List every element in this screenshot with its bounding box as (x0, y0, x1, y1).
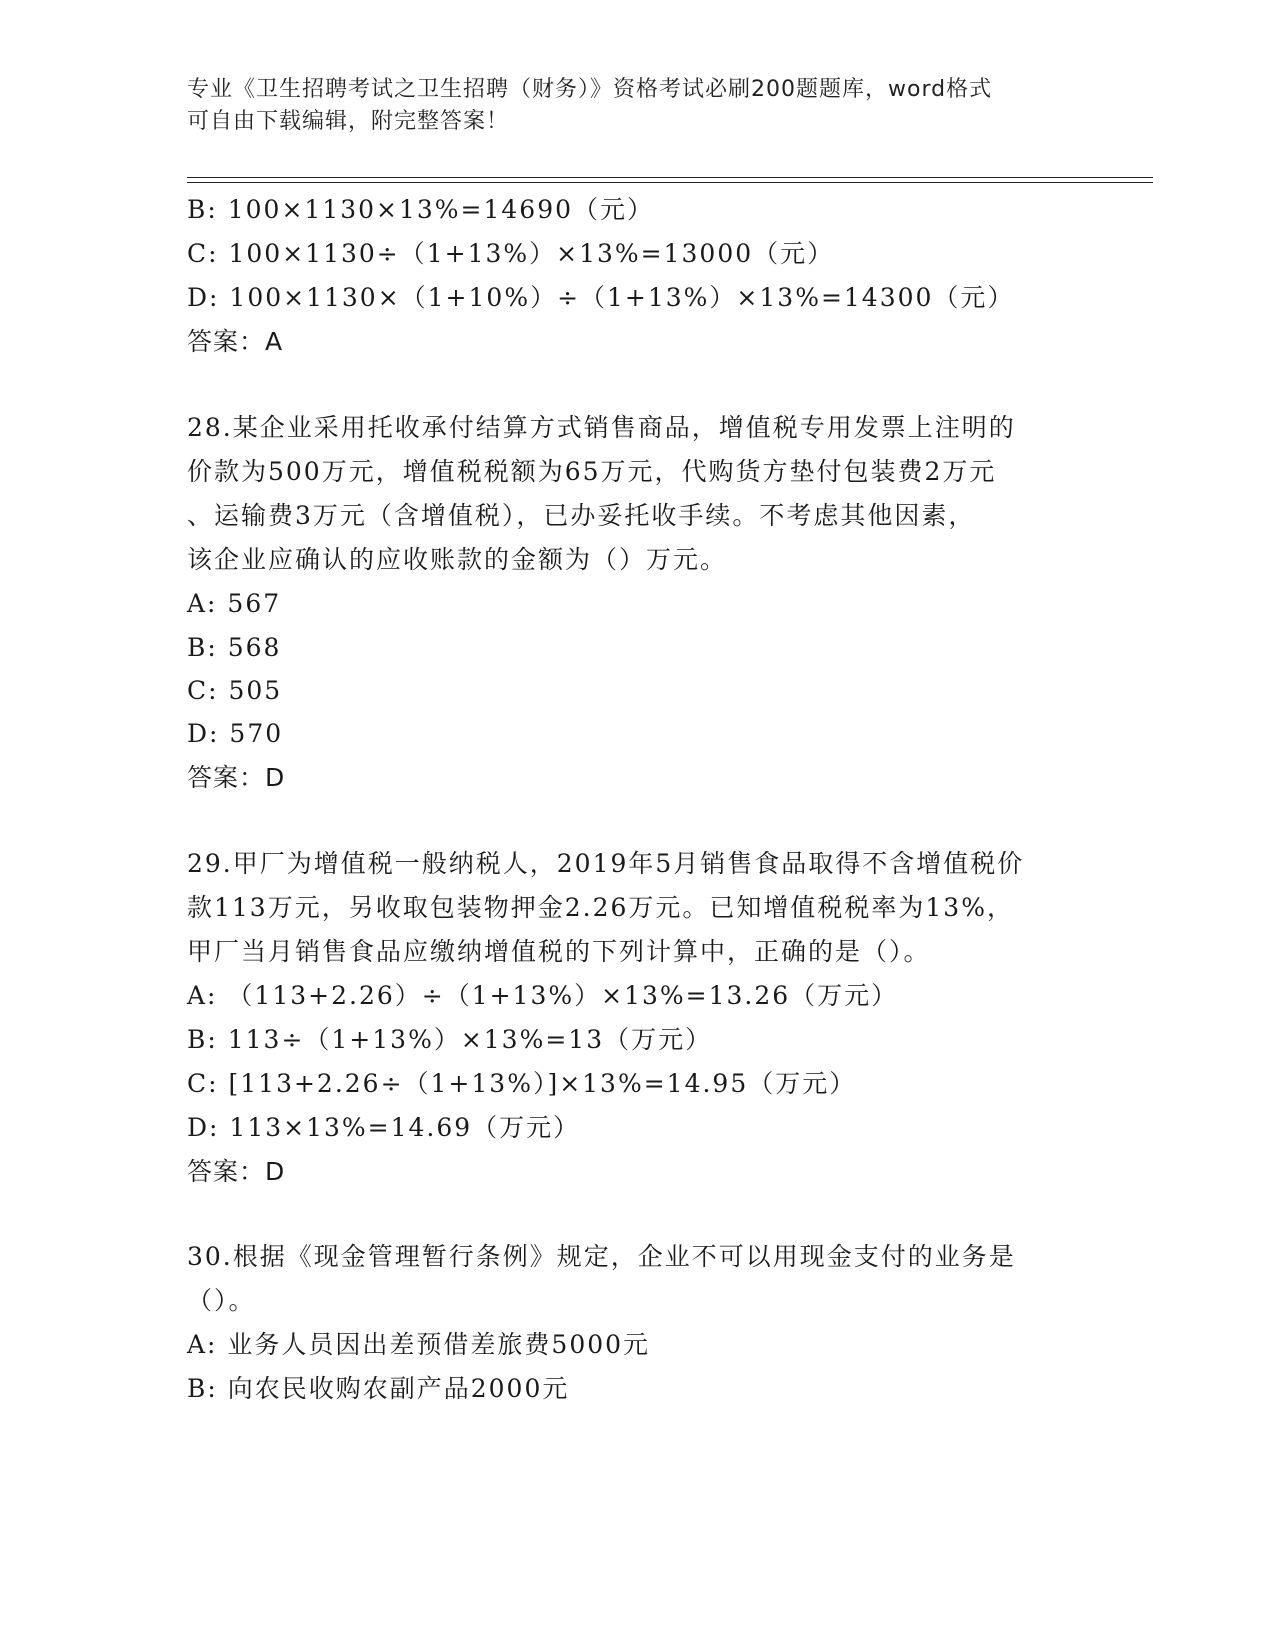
header-line-1: 专业《卫生招聘考试之卫生招聘（财务）》资格考试必刷200题题库，word格式 (187, 77, 993, 102)
q29-option-a: A: （113+2.26）÷（1+13%）×13%=13.26（万元） (187, 981, 899, 1010)
q29-stem-line-3: 甲厂当月销售食品应缴纳增值税的下列计算中，正确的是（）。 (187, 937, 931, 966)
q28-option-d: D: 570 (187, 719, 284, 748)
q28-stem-line-3: 、运输费3万元（含增值税），已办妥托收手续。不考虑其他因素， (187, 501, 976, 530)
q29-option-c: C: [113+2.26÷（1+13%）]×13%=14.95（万元） (187, 1069, 857, 1098)
header-divider-thick (187, 177, 1153, 178)
q29-answer: 答案：D (187, 1157, 286, 1186)
q30-stem-line-2: （）。 (187, 1286, 256, 1315)
q28-stem-line-2: 价款为500万元，增值税税额为65万元，代购货方垫付包装费2万元 (187, 457, 997, 486)
q28-option-c: C: 505 (187, 676, 283, 705)
q29-option-d: D: 113×13%=14.69（万元） (187, 1113, 581, 1142)
q28-answer: 答案：D (187, 763, 286, 792)
q27-option-d: D: 100×1130×（1+10%）÷（1+13%）×13%=14300（元） (187, 283, 1015, 312)
q28-stem-line-4: 该企业应确认的应收账款的金额为（）万元。 (187, 545, 728, 574)
q27-answer: 答案：A (187, 327, 284, 356)
q30-option-b: B: 向农民收购农副产品2000元 (187, 1374, 570, 1403)
q29-option-b: B: 113÷（1+13%）×13%=13（万元） (187, 1025, 713, 1054)
q28-option-b: B: 568 (187, 633, 282, 662)
document-header (187, 74, 1087, 138)
q29-stem-line-1: 29.甲厂为增值税一般纳税人，2019年5月销售食品取得不含增值税价 (187, 849, 1025, 878)
q28-stem-line-1: 28.某企业采用托收承付结算方式销售商品，增值税专用发票上注明的 (187, 413, 1016, 442)
q28-option-a: A: 567 (187, 589, 282, 618)
q30-option-a: A: 业务人员因出差预借差旅费5000元 (187, 1330, 651, 1359)
q30-stem-line-1: 30.根据《现金管理暂行条例》规定，企业不可以用现金支付的业务是 (187, 1242, 1016, 1271)
header-line-2: 可自由下载编辑，附完整答案！ (187, 109, 510, 134)
header-divider-thin (187, 182, 1153, 183)
q29-stem-line-2: 款113万元，另收取包装物押金2.26万元。已知增值税税率为13%， (187, 893, 1014, 922)
q27-option-b: B: 100×1130×13%=14690（元） (187, 195, 655, 224)
q27-option-c: C: 100×1130÷（1+13%）×13%=13000（元） (187, 239, 835, 268)
